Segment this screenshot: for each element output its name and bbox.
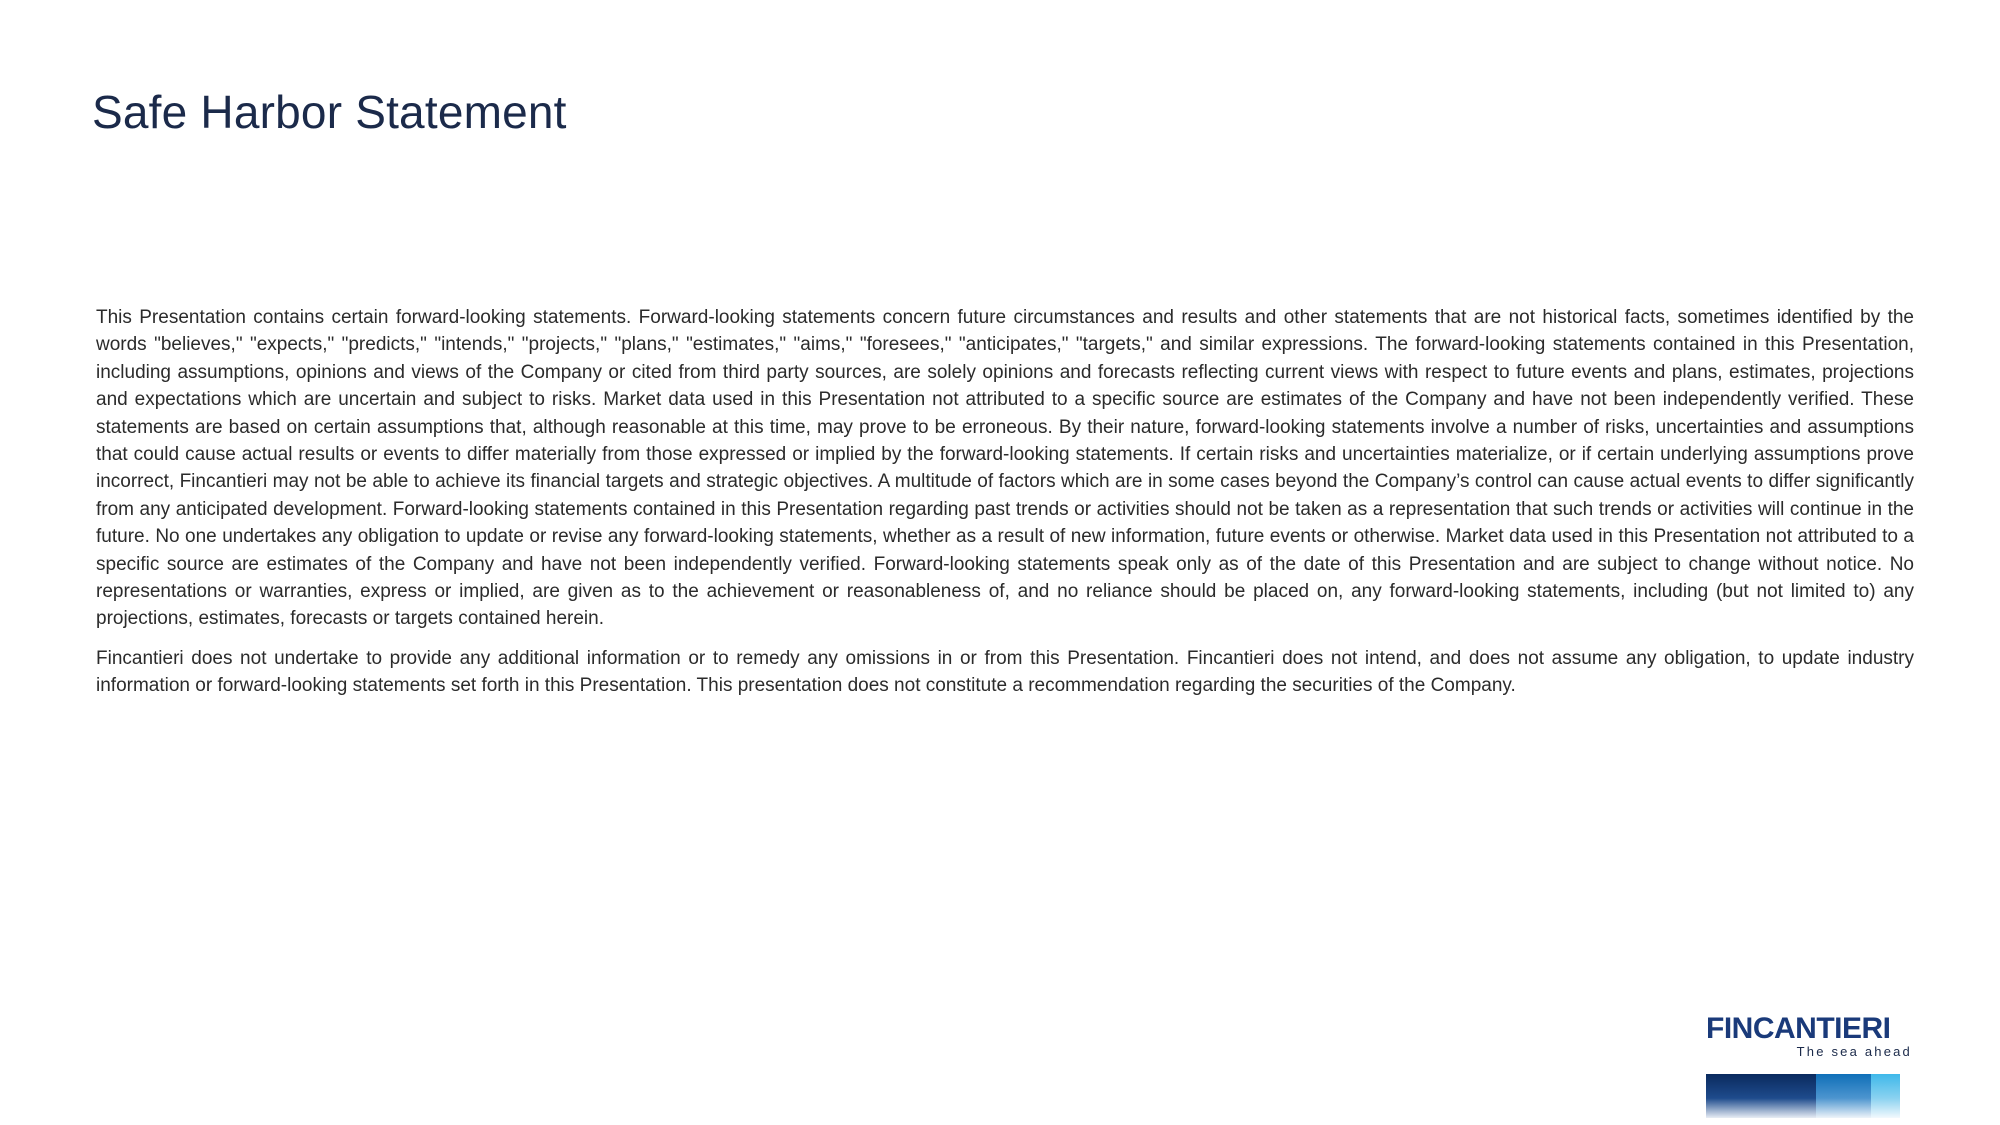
safe-harbor-body [96,304,1914,712]
logo-bar-mid-segment [1816,1074,1871,1118]
logo-bar-light-segment [1871,1074,1900,1118]
fincantieri-logo [1706,1012,1916,1122]
logo-bar-dark-segment [1706,1074,1816,1118]
logo-wordmark: FINCANTIERI [1706,1012,1891,1045]
logo-tagline: The sea ahead [1796,1044,1912,1059]
disclaimer-paragraph-2: Fincantieri does not undertake to provide any additional information or to remedy any omissions in or from this Presentation. Fincantieri does not intend, and does not assume any obligation, to update industry information or forward-looking statements set forth in this Presentation. This presentation does not constitute a recommendation regarding the securities of the Company. [96,647,1914,697]
page-title: Safe Harbor Statement [92,86,567,138]
disclaimer-paragraph-1: This Presentation contains certain forward-looking statements. Forward-looking statements concern future circumstances and results and other statements that are not historical facts, sometimes identified by the words "believes," "expects," "predicts," "intends," "projects," "plans," "estimates," "aims," "foresees," "anticipates," "targets," and similar expressions. The forward-looking statements contained in this Presentation, including assumptions, opinions and views of the Company or cited from third party sources, are solely opinions and forecasts reflecting current views with respect to future events and plans, estimates, projections and expectations which are uncertain and subject to risks. Market data used in this Presentation not attributed to a specific source are estimates of the Company and have not been independently verified. These statements are based on certain assumptions that, although reasonable at this time, may prove to be erroneous. By their nature, forward-looking statements involve a number of risks, uncertainties and assumptions that could cause actual results or events to differ materially from those expressed or implied by the forward-looking statements. If certain risks and uncertainties materialize, or if certain underlying assumptions prove incorrect, Fincantieri may not be able to achieve its financial targets and strategic objectives. A multitude of factors which are in some cases beyond the Company’s control can cause actual events to differ significantly from any anticipated development. Forward-looking statements contained in this Presentation regarding past trends or activities should not be taken as a representation that such trends or activities will continue in the future. No one undertakes any obligation to update or revise any forward-looking statements, whether as a result of new information, future events or otherwise. Market data used in this Presentation not attributed to a specific source are estimates of the Company and have not been independently verified. Forward-looking statements speak only as of the date of this Presentation and are subject to change without notice. No representations or warranties, express or implied, are given as to the achievement or reasonableness of, and no reliance should be placed on, any forward-looking statements, including (but not limited to) any projections, estimates, forecasts or targets contained herein. [96,307,1914,630]
logo-color-bar [1706,1074,1900,1118]
